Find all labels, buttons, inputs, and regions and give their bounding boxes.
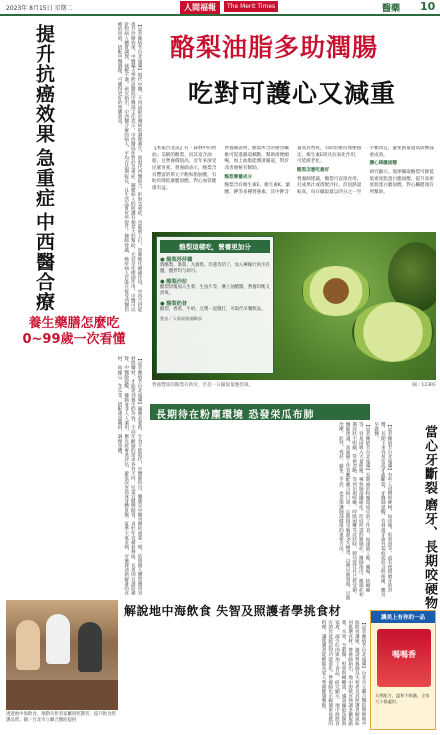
page-header bbox=[0, 0, 440, 16]
avocado-photo bbox=[152, 232, 436, 380]
main-headline-line2: 吃對可護心又減重 bbox=[188, 79, 397, 108]
advertisement[interactable] bbox=[370, 610, 436, 730]
main-paragraph: 營養師建議，酪梨可直接食用、打成果汁或搭配沙拉，但因熱量較高，每日攝取量以四分之一至半顆為宜，避免熱量過高影響減重成效。 bbox=[297, 146, 434, 195]
main-subhead: 酪梨怎麼吃最好 bbox=[297, 167, 330, 173]
issue-date: 2023年 8月15日 星期二 bbox=[6, 5, 73, 12]
left-story2-headline-line1: 養生藥膳怎麼吃 bbox=[28, 316, 120, 331]
right-headline-line: 磨牙、長期咬硬物 bbox=[422, 498, 437, 610]
person-figure bbox=[78, 622, 102, 672]
person-figure bbox=[46, 614, 70, 664]
infobox-item-text: 將酪梨、番茄、九層塔、洋蔥等切丁，加入檸檬汁與少許鹽，攪拌均勻即可。 bbox=[160, 263, 270, 274]
left-story-headline[interactable] bbox=[6, 22, 54, 312]
bottom-photo-caption: 透過地中海飲食，推動失智者家屬與照護者，提升飲食照護品質。圖／台北市立聯合醫院提供 bbox=[6, 712, 116, 723]
left-headline-line: 中西醫合療 bbox=[33, 212, 55, 312]
main-story-body bbox=[152, 146, 436, 226]
main-story-headline[interactable] bbox=[152, 22, 436, 132]
left-story2-body: 【記者陳炳芳台北報導】藥膳必要時，生食不能取代，中醫師指出，藥膳是中醫食療的重要一環，依照個人體質選用食材與藥材，才能達到養生的功效。不同年齡層的需求各有不同，兒童宜健脾開胃，青壯年宜補氣養血，長者則宜滋陰補腎。中醫師提醒，藥膳並非人人適用，應先經專業評估，避免誤食造成身體負擔。夏季天氣炎熱，可選擇清熱解暑的食材，如綠豆、冬瓜等，搭配適量藥材，調理身體。 bbox=[117, 356, 142, 596]
photo-caption: 營養豐富的酪梨有助於，但是一日攝取量應控制。 bbox=[152, 383, 254, 388]
ad-banner: 讓美上有你的一品 bbox=[371, 611, 435, 623]
page-number: 10 bbox=[420, 0, 436, 13]
avocado-half-image bbox=[302, 266, 370, 316]
right-headline-line: 當心牙斷裂 bbox=[422, 425, 437, 495]
infobox-source: 製表／人間福報編輯部 bbox=[160, 315, 202, 321]
newspaper-logo-en: The Merit Times bbox=[224, 1, 278, 12]
left-story2-headline-line2: 0~99歲一次看懂 bbox=[22, 332, 126, 348]
infobox-item-name: ● 酪梨莎莎醬 bbox=[160, 257, 193, 263]
infobox-item-text: 酪梨、香蕉、牛奶、豆漿一起攪打，可取代早餐飲品。 bbox=[160, 306, 266, 312]
main-paragraph: 營養師說明，酪梨所含的膳食纖維可促進腸道蠕動，幫助排便順暢，加上油脂能潤滑腸道，對於改善便秘有幫助。 bbox=[224, 146, 289, 171]
main-headline-line1: 酪梨油脂多助潤腸 bbox=[170, 33, 379, 62]
bottom-story-headline[interactable]: 解說地中海飲食 失智及照護者學挑食材 bbox=[124, 604, 342, 618]
photo-credit: 圖／123RF bbox=[412, 383, 436, 388]
recipe-infobox bbox=[156, 236, 274, 374]
main-paragraph: 研究顯示，規律攝取酪梨可降低低密度脂蛋白膽固醇，提升高密度脂蛋白膽固醇，對心臟健康有所幫助。 bbox=[369, 169, 434, 195]
left-story-body: 【記者陳炳芳台北報導】現代中醫，不再局限於傳統的調理養生，與現代西醫結合，針對急重症，也能展上打。如肺癌化療副作用，中西合併能提升治療效果。中醫藥大學附設醫院中醫部主任表示，中西醫協作對於急重症、腫瘤病人的照護有相當大的幫助，尤其是化療副作用，中醫可以針對病人體質調理，減輕不適。研究指出，中西醫合療的病人，平均存活期較長，且生活品質有所提升。醫師建議，癌症病人若能在接受西醫治療的同時，搭配中醫調理，可獲得更好的照護效果。 bbox=[117, 22, 142, 312]
main-subhead: 護心降膽固醇 bbox=[369, 161, 398, 167]
infobox-title: 酪梨這樣吃，營養更加分 bbox=[160, 240, 270, 253]
ad-text: 天然配方，溫和不刺激，全家大小都適用。 bbox=[375, 693, 430, 704]
right-story-body: 【記者陳炳芳台北報導】有些人習慣咬硬物，如冰塊、堅果殼等，或有夜間磨牙的習慣，長期下來容易造成牙齒斷裂。牙醫師提醒，若發現牙齒有裂痕或咬合時疼痛，應及早就醫。 bbox=[373, 422, 392, 597]
newspaper-logo[interactable]: 人間福報 bbox=[180, 1, 220, 14]
main-paragraph: 【本報台北訊】有「森林中的奶油」美稱的酪梨，因其富含油脂，且營養價值高，近年來深受民眾喜愛。營養師表示，酪梨含有豐富的單元不飽和脂肪酸，有助於降低壞膽固醇，對心血管健康有益。 bbox=[152, 146, 217, 191]
right-story-headline[interactable] bbox=[392, 404, 436, 610]
infobox-item-name: ● 酪梨奶昔 bbox=[160, 300, 188, 307]
sec2-body: 【記者陳炳芳台北報導】長期處於粉塵環境中的工作者，如建築工地、礦場、紡織廠等，容易因吸入大量粉塵，導致肺部纖維化，形成所謂的塵肺症。醫師指出，塵肺症初期症狀不明顯，常被忽略，等到出現咳嗽、呼吸困難等症狀時，肺功能往往已經受損。醫師建議，高風險工作者應配戴合格口罩，定期接受胸部X光檢查，以便早期發現、早期治療。此外，戒菸、避免二手菸，也是保護肺部健康的重要方法。 bbox=[338, 422, 370, 600]
main-paragraph: 酪梨含有維生素E、維生素K、葉酸、鉀等多種營養素，其中鉀含量高於香蕉，有助於維持血壓穩定。維生素E則具抗氧化作用，可延緩老化。 bbox=[224, 146, 362, 195]
ad-product-image: 嗎嗎香 bbox=[377, 629, 431, 687]
left-story2-headline[interactable] bbox=[6, 316, 142, 349]
infobox-item-name: ● 酪梨沙拉 bbox=[160, 278, 188, 285]
main-subhead: 酪梨營養成分 bbox=[224, 174, 253, 180]
left-headline-line: 提升抗癌效果 bbox=[33, 24, 55, 144]
avocado-half-image bbox=[352, 302, 434, 362]
person-figure bbox=[16, 620, 40, 670]
section-name: 醫藥 bbox=[382, 4, 401, 14]
left-headline-line: 急重症 bbox=[33, 148, 55, 208]
bottom-story-body: 【記者陳炳芳台北報導】台北市立聯合醫院舉辦地中海飲食講座，邀請營養師為失智者及其照護者解說如何挑選食材。營養師指出，地中海飲食強調多攝取蔬菜、水果、全穀類、堅果與橄欖油，適量攝取魚類與家禽，減少紅肉與加工食品。研究顯示，地中海飲食有助於延緩認知功能退化。營養師也示範簡單易做的料理，讓照護者能輕鬆為家人準備健康餐點。 bbox=[321, 620, 366, 726]
bottom-photo bbox=[6, 600, 118, 710]
table-surface bbox=[6, 680, 118, 710]
infobox-item-text: 酪梨切塊加入生菜、生魚片等，淋上油醋醬，營養均衡又清爽。 bbox=[160, 284, 270, 296]
sec2-headline[interactable]: 長期待在粉塵環境 恐發栄瓜布肺 bbox=[150, 404, 370, 420]
